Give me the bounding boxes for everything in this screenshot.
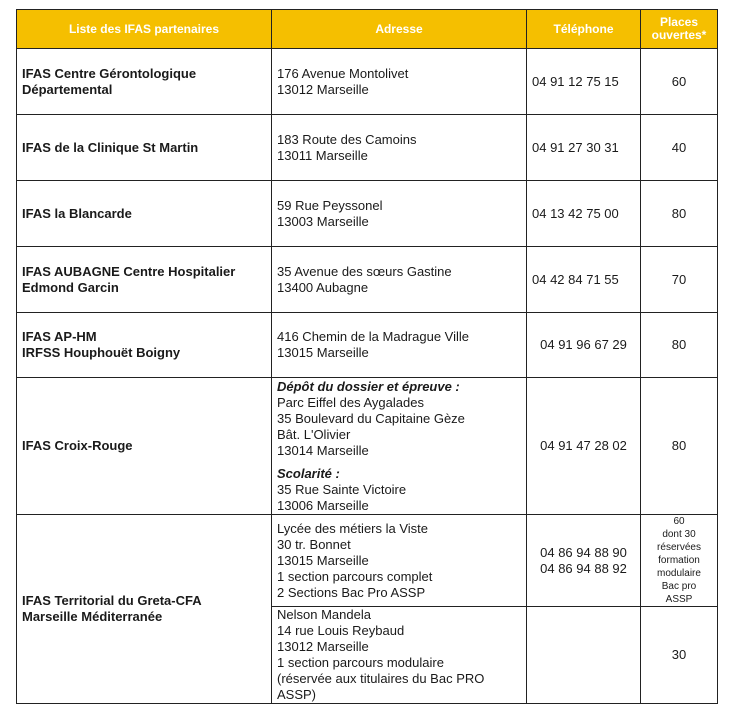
- address-line: 59 Rue Peyssonel: [277, 197, 383, 213]
- ifas-places: 80: [641, 378, 718, 515]
- address-line: 13011 Marseille: [277, 147, 368, 163]
- ifas-places: 30: [641, 607, 718, 704]
- ifas-phone: 04 13 42 75 00: [527, 181, 641, 247]
- ifas-name: [17, 115, 272, 181]
- table-row: [17, 247, 718, 313]
- address-line: 1 section parcours complet: [277, 568, 433, 584]
- table-row: [17, 115, 718, 181]
- ifas-phone: 04 91 12 75 15: [527, 49, 641, 115]
- places-line: réservées: [657, 542, 701, 553]
- address-line: 176 Avenue Montolivet: [277, 65, 409, 81]
- ifas-name-line: IFAS Centre Gérontologique: [22, 65, 197, 81]
- table-row: [17, 181, 718, 247]
- phone-line: 04 86 94 88 92: [540, 560, 627, 576]
- places-line: modulaire: [657, 568, 701, 579]
- table-row-greta-site1: [17, 515, 718, 607]
- ifas-name: [17, 247, 272, 313]
- ifas-places: [641, 515, 718, 607]
- address-line: ASSP): [277, 687, 317, 702]
- ifas-name-line: Départemental: [22, 81, 113, 97]
- address-line: 14 rue Louis Reybaud: [277, 623, 405, 638]
- ifas-address: [272, 49, 527, 115]
- header-address: Adresse: [272, 10, 527, 49]
- places-line: Bac pro: [661, 581, 697, 592]
- ifas-phone: [527, 515, 641, 607]
- ifas-places: 80: [641, 313, 718, 378]
- ifas-address: [272, 515, 527, 607]
- address-line: 1 section parcours modulaire: [277, 655, 444, 670]
- scolarite-label: Scolarité :: [277, 465, 340, 481]
- ifas-name-line: Edmond Garcin: [22, 279, 119, 295]
- ifas-name: [17, 515, 272, 704]
- ifas-places: 70: [641, 247, 718, 313]
- address-line: Bât. L'Olivier: [277, 426, 351, 442]
- ifas-phone: 04 91 27 30 31: [527, 115, 641, 181]
- address-line: 13400 Aubagne: [277, 279, 369, 295]
- address-line: 183 Route des Camoins: [277, 131, 417, 147]
- places-line: dont 30: [662, 529, 696, 540]
- address-line: 13012 Marseille: [277, 639, 369, 654]
- address-line: 13006 Marseille: [277, 497, 369, 513]
- phone-line: 04 86 94 88 90: [540, 544, 627, 560]
- ifas-address: [272, 181, 527, 247]
- places-line: 60: [673, 516, 685, 527]
- ifas-places: 60: [641, 49, 718, 115]
- ifas-phone: 04 91 96 67 29: [527, 313, 641, 378]
- address-line: Lycée des métiers la Viste: [277, 520, 429, 536]
- ifas-name-line: IFAS AP-HM: [22, 329, 97, 344]
- table-row: [17, 49, 718, 115]
- ifas-name-line: IFAS Territorial du Greta-CFA: [22, 593, 202, 608]
- ifas-address: [272, 378, 527, 515]
- ifas-places: 80: [641, 181, 718, 247]
- address-line: 35 Rue Sainte Victoire: [277, 481, 407, 497]
- ifas-partners-table: [16, 9, 718, 704]
- clipped-text-above-table: [0, 0, 732, 9]
- address-line: Nelson Mandela: [277, 607, 371, 622]
- table-header-row: [17, 10, 718, 49]
- ifas-name: [17, 181, 272, 247]
- header-phone: Téléphone: [527, 10, 641, 49]
- header-list: Liste des IFAS partenaires: [17, 10, 272, 49]
- ifas-name-line: IFAS de la Clinique St Martin: [22, 139, 199, 155]
- ifas-name: [17, 49, 272, 115]
- address-line: 35 Avenue des sœurs Gastine: [277, 263, 452, 279]
- ifas-name-line: IRFSS Houphouët Boigny: [22, 345, 181, 360]
- address-line: 13014 Marseille: [277, 442, 369, 458]
- ifas-phone: 04 42 84 71 55: [527, 247, 641, 313]
- header-places-line1: Places: [659, 15, 699, 29]
- ifas-address: [272, 313, 527, 378]
- ifas-name: [17, 313, 272, 378]
- address-line: 2 Sections Bac Pro ASSP: [277, 584, 426, 600]
- address-line: 30 tr. Bonnet: [277, 536, 351, 552]
- address-line: 13015 Marseille: [277, 345, 369, 360]
- table-row-croix-rouge: [17, 378, 718, 515]
- address-line: 416 Chemin de la Madrague Ville: [277, 329, 469, 344]
- address-line: 13003 Marseille: [277, 213, 369, 229]
- ifas-address: [272, 607, 527, 704]
- table-row: [17, 313, 718, 378]
- ifas-address: [272, 115, 527, 181]
- address-line: Parc Eiffel des Aygalades: [277, 394, 424, 410]
- address-line: (réservée aux titulaires du Bac PRO: [277, 671, 485, 686]
- ifas-places: 40: [641, 115, 718, 181]
- ifas-address: [272, 247, 527, 313]
- ifas-phone: 04 91 47 28 02: [527, 378, 641, 515]
- address-line: 13012 Marseille: [277, 81, 369, 97]
- address-line: 13015 Marseille: [277, 552, 369, 568]
- depot-label: Dépôt du dossier et épreuve :: [277, 378, 460, 394]
- ifas-name-line: IFAS AUBAGNE Centre Hospitalier: [22, 263, 236, 279]
- address-line: 35 Boulevard du Capitaine Gèze: [277, 410, 465, 426]
- header-places: [641, 10, 718, 49]
- places-line: ASSP: [665, 594, 693, 605]
- ifas-phone-empty: [527, 607, 641, 704]
- ifas-name: IFAS Croix-Rouge: [17, 378, 272, 515]
- ifas-name-line: Marseille Méditerranée: [22, 609, 163, 624]
- header-places-line2: ouvertes*: [651, 28, 707, 42]
- ifas-name-line: IFAS la Blancarde: [22, 205, 132, 221]
- places-line: formation: [658, 555, 700, 566]
